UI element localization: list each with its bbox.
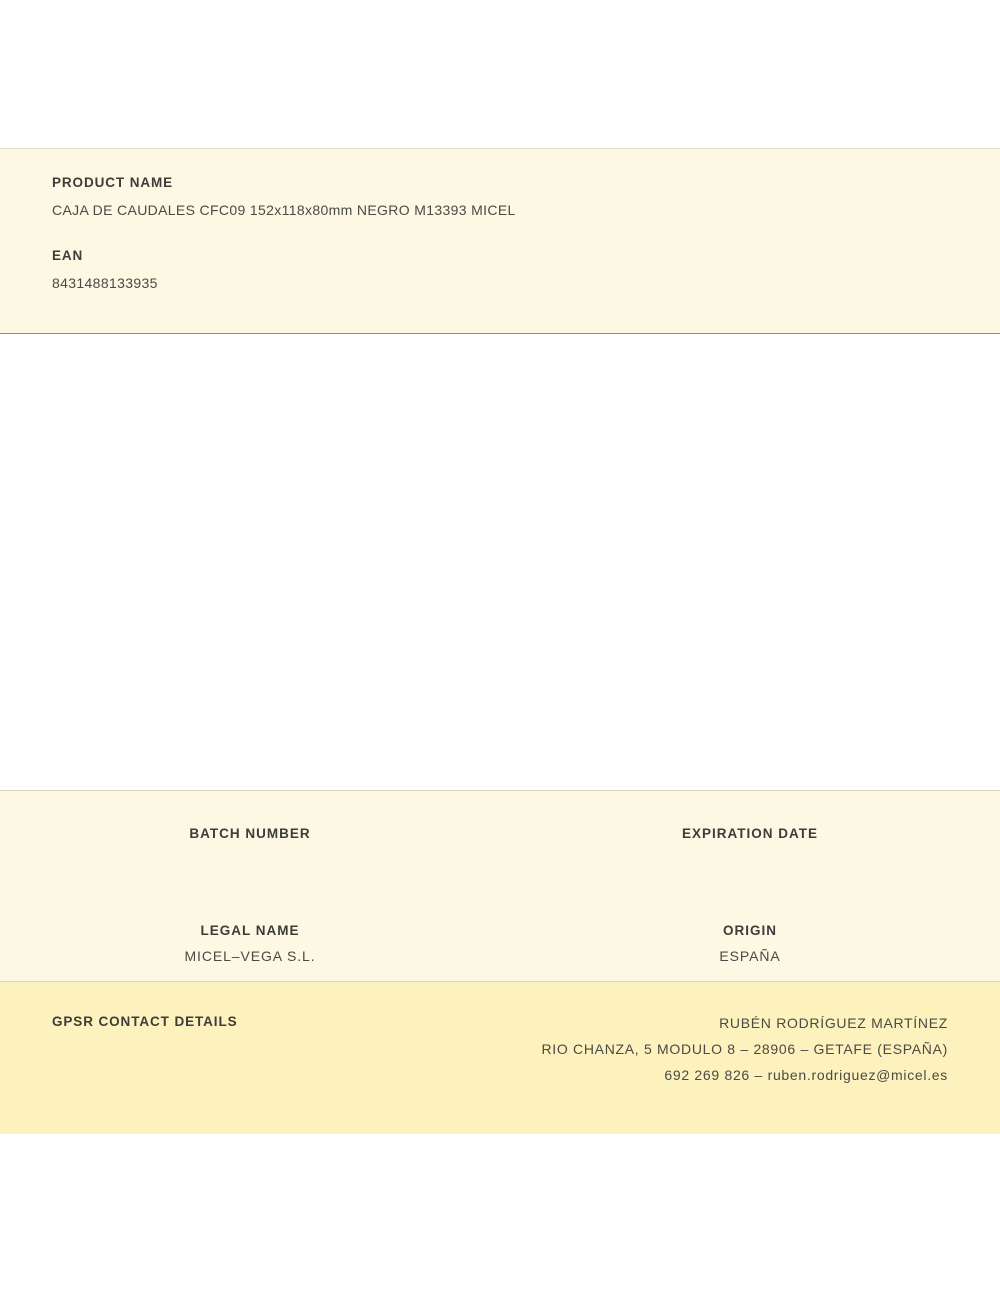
legal-name-value: MICEL–VEGA S.L. [184, 948, 316, 964]
metadata-panel [0, 790, 1000, 982]
gpsr-contact-phone-email: 692 269 826 – ruben.rodriguez@micel.es [664, 1067, 948, 1083]
spacer [52, 218, 948, 248]
expiration-date-value [500, 851, 1000, 868]
origin-value: ESPAÑA [719, 948, 781, 964]
batch-number-value [0, 851, 500, 868]
origin-label: ORIGIN [722, 923, 777, 938]
gpsr-contact-label: GPSR CONTACT DETAILS [52, 1014, 238, 1029]
product-name-label: PRODUCT NAME [52, 175, 174, 190]
metadata-row [0, 791, 1000, 868]
ean-label: EAN [52, 248, 84, 263]
gpsr-contact-details [541, 1010, 948, 1088]
origin-cell [500, 923, 1000, 965]
batch-number-label: BATCH NUMBER [189, 826, 311, 841]
legal-name-label: LEGAL NAME [200, 923, 300, 938]
gpsr-contact-address: RIO CHANZA, 5 MODULO 8 – 28906 – GETAFE (ESPAÑA) [541, 1041, 948, 1057]
expiration-date-cell [500, 826, 1000, 868]
bottom-blank-area [0, 1134, 1000, 1300]
gpsr-contact-panel [0, 982, 1000, 1134]
product-name-value: CAJA DE CAUDALES CFC09 152x118x80mm NEGRO M13393 MICEL [52, 202, 516, 218]
expiration-date-label: EXPIRATION DATE [681, 826, 818, 841]
product-info-panel [0, 148, 1000, 334]
ean-value: 8431488133935 [52, 275, 158, 291]
blank-content-area [0, 334, 1000, 790]
gpsr-contact-person: RUBÉN RODRÍGUEZ MARTÍNEZ [719, 1015, 948, 1031]
legal-name-cell [0, 923, 500, 965]
batch-number-cell [0, 826, 500, 868]
metadata-row [0, 868, 1000, 965]
